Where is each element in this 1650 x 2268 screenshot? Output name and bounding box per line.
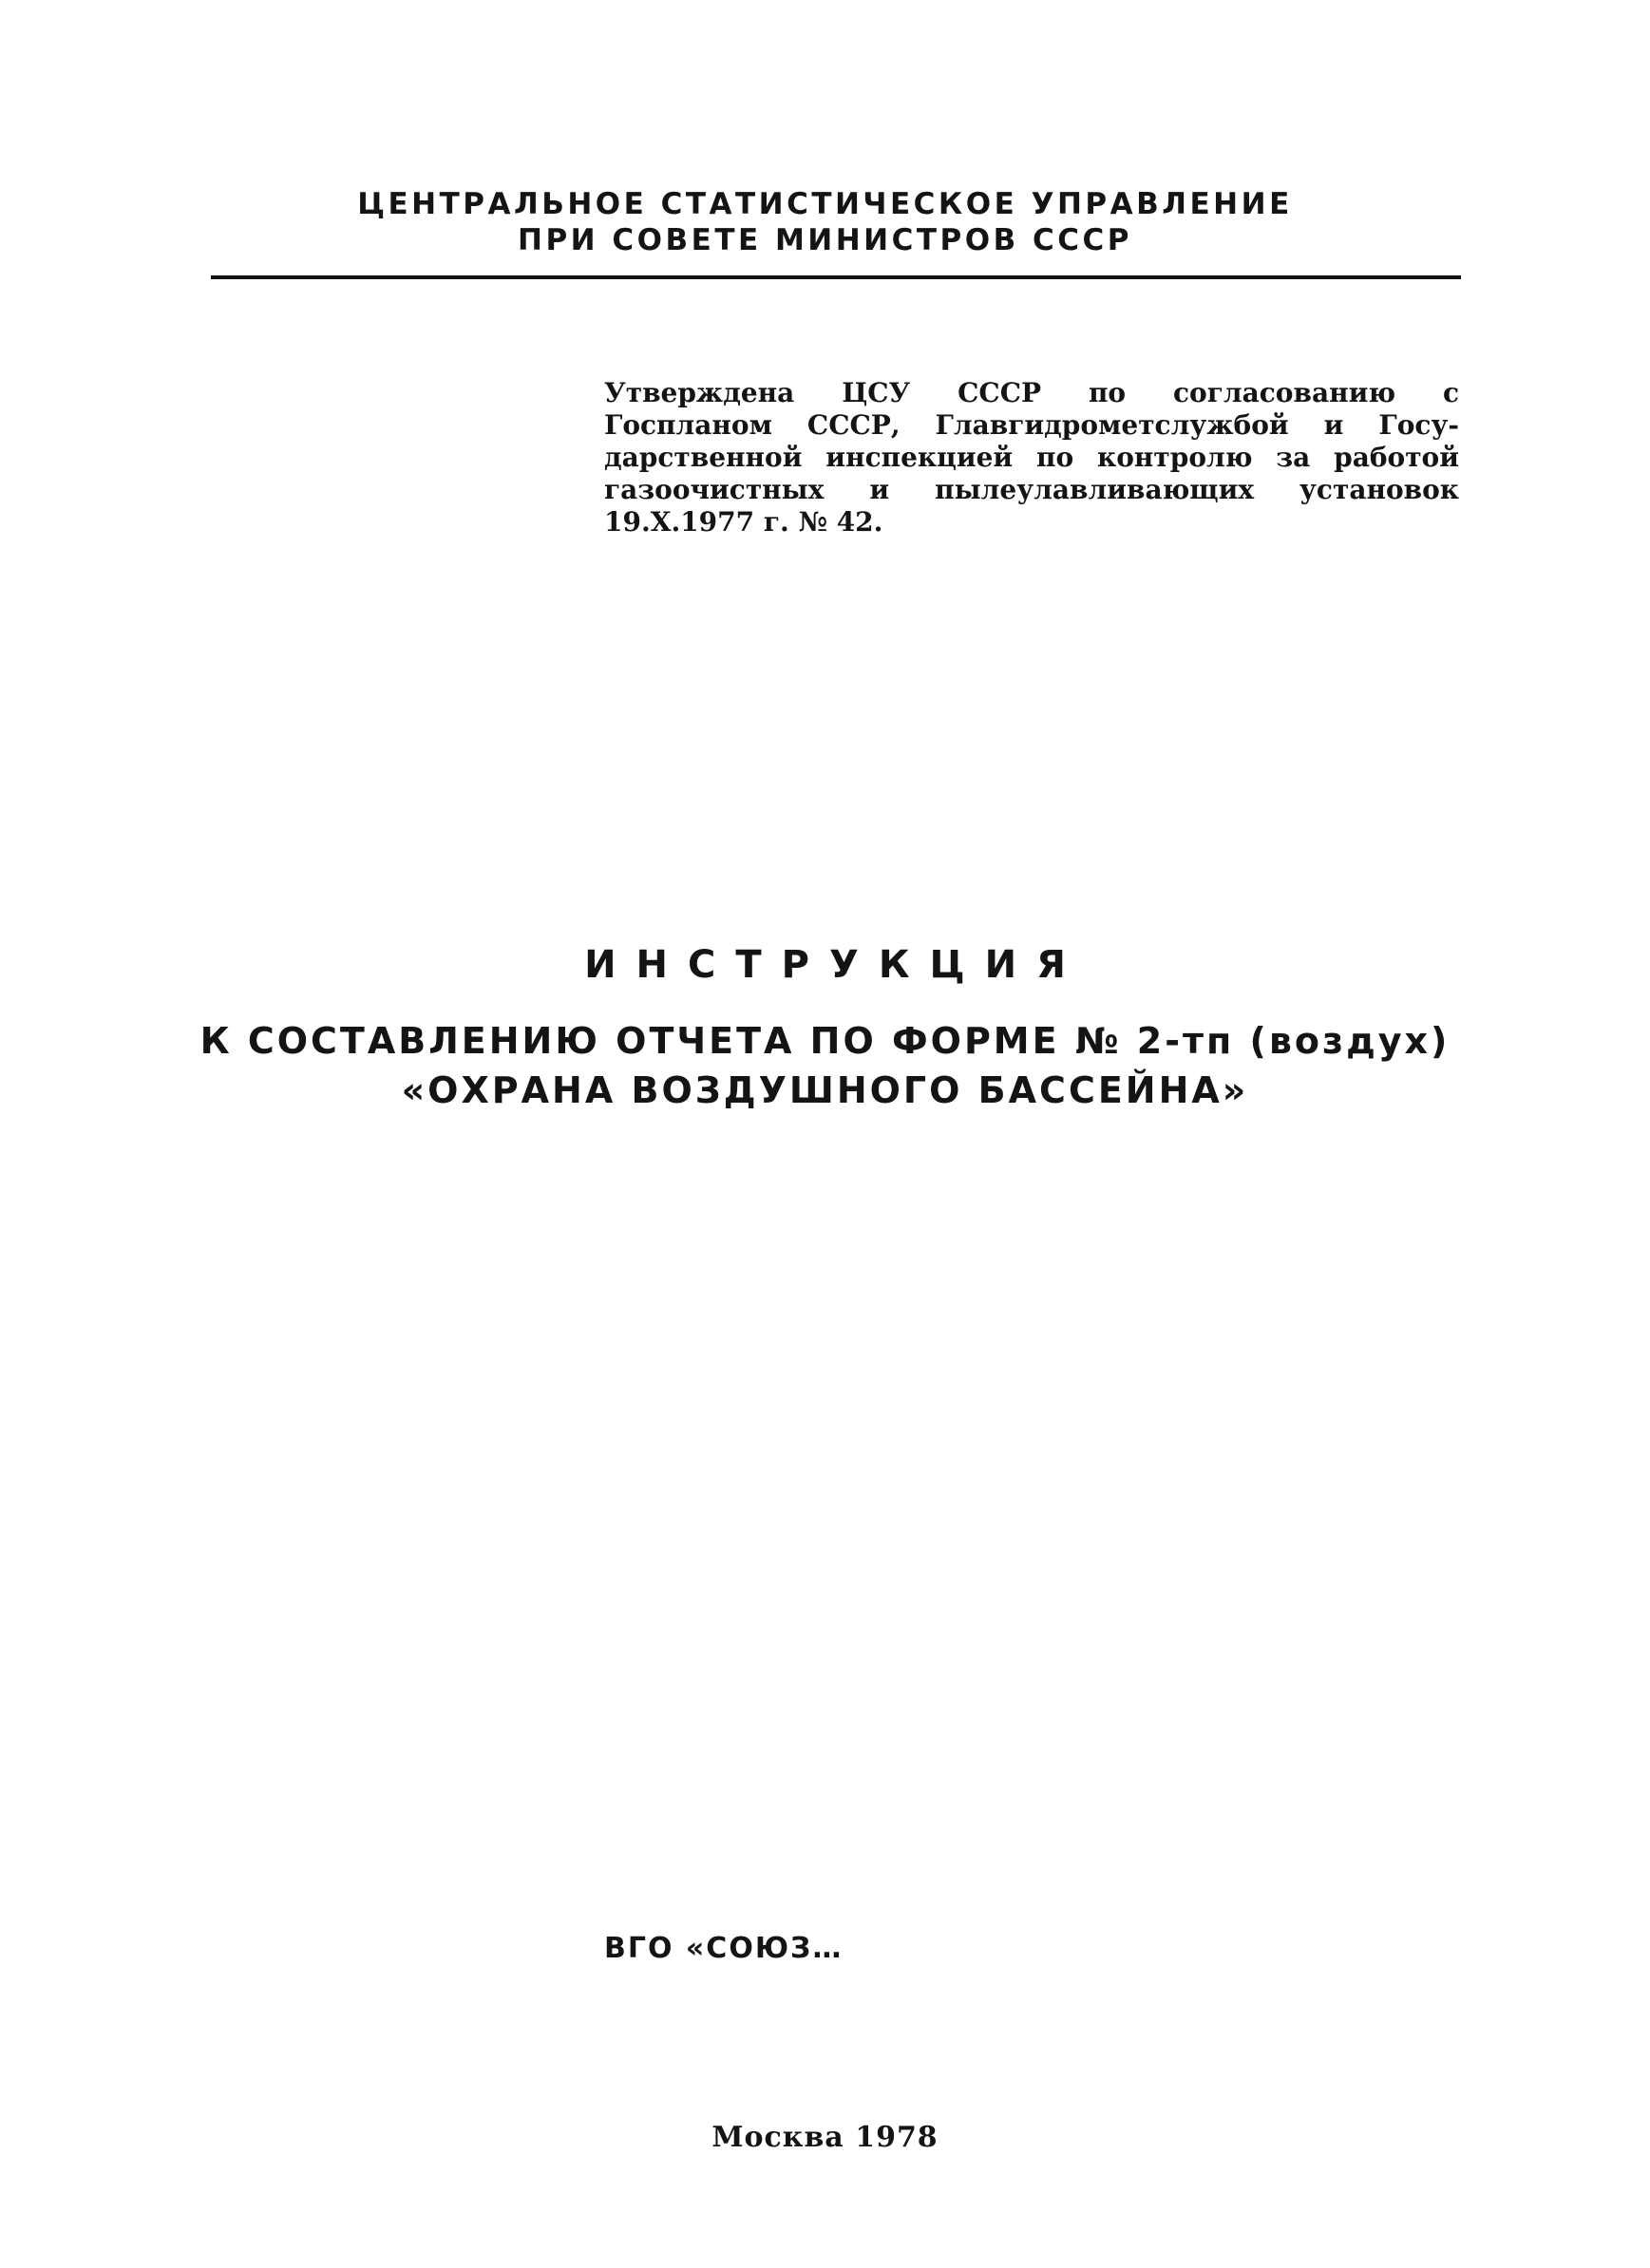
approval-line-3: дарственной инспекцией по контролю за работой (604, 442, 1459, 473)
title-block (0, 942, 1650, 1115)
organization-header (0, 186, 1650, 258)
header-divider (211, 275, 1461, 279)
organization-line-1: ЦЕНТРАЛЬНОЕ СТАТИСТИЧЕСКОЕ УПРАВЛЕНИЕ (357, 187, 1293, 221)
place-and-year: Москва 1978 (711, 2121, 939, 2154)
document-title: ИНСТРУКЦИЯ (584, 943, 1086, 987)
approval-line-5: 19.X.1977 г. № 42. (604, 506, 883, 538)
subtitle-line-1: К СОСТАВЛЕНИЮ ОТЧЕТА ПО ФОРМЕ № 2-тп (воздух) (199, 1020, 1451, 1062)
document-subtitle (0, 1016, 1650, 1115)
organization-line-2: ПРИ СОВЕТЕ МИНИСТРОВ СССР (518, 223, 1132, 257)
approval-note (604, 377, 1459, 539)
approval-line-4: газоочистных и пылеулавливающих установок (604, 474, 1459, 505)
subtitle-line-2: «ОХРАНА ВОЗДУШНОГО БАССЕЙНА» (401, 1069, 1249, 1111)
publisher: ВГО «СОЮЗ… (604, 1932, 844, 1965)
approval-line-2: Госпланом СССР, Главгидрометслужбой и Госу- (604, 409, 1459, 441)
approval-line-1: Утверждена ЦСУ СССР по согласованию с (604, 377, 1459, 408)
